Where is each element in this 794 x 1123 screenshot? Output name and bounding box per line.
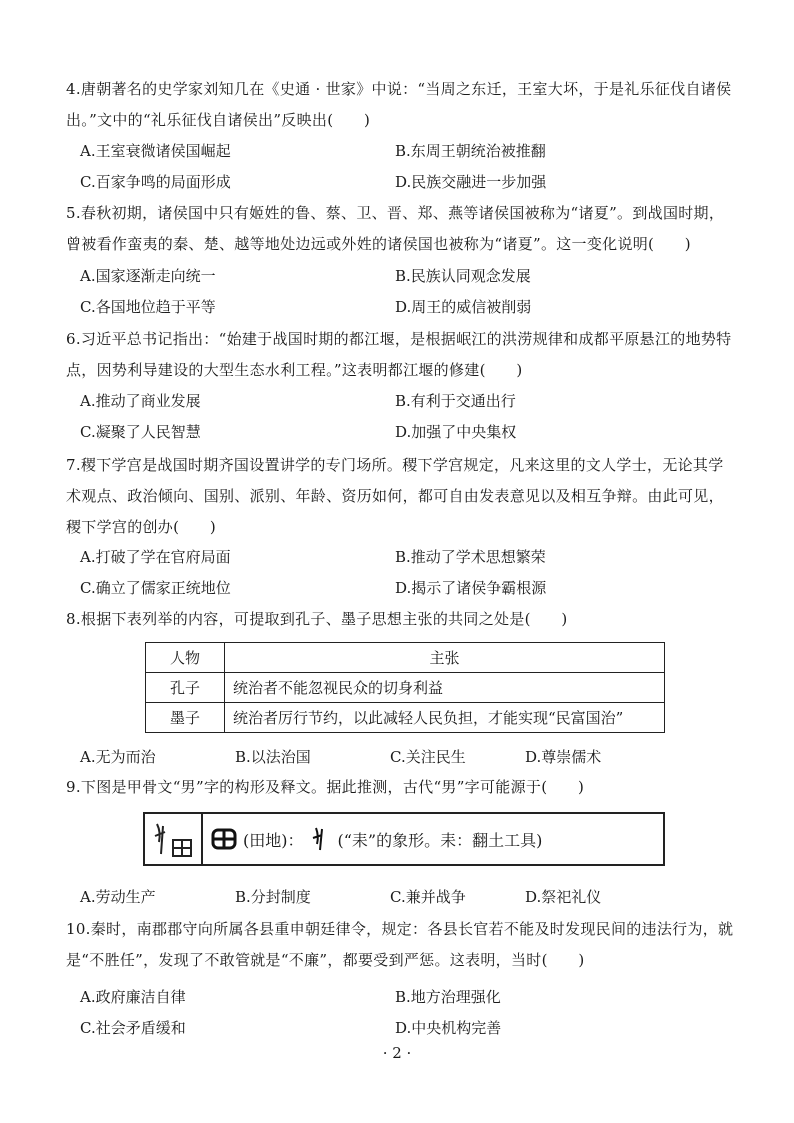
oracle-nan-glyph-icon: [151, 820, 197, 860]
question-4-options-row1: [80, 140, 740, 166]
table-cell-person: 墨子: [146, 703, 225, 733]
question-8-option-a[interactable]: A.无为而治: [80, 748, 156, 766]
table-cell-person: 孔子: [146, 673, 225, 703]
question-6-stem: 6.习近平总书记指出：“始建于战国时期的都江堰，是根据岷江的洪涝规律和成都平原悬江的地势特点，因势利导建设的大型生态水利工程。”这表明都江堰的修建( ): [66, 330, 732, 379]
question-4-options-row2: [80, 171, 740, 197]
question-6-option-a[interactable]: A.推动了商业发展: [80, 392, 201, 410]
question-4-option-a[interactable]: A.王室衰微诸侯国崛起: [80, 142, 231, 160]
page-number: · 2 ·: [382, 1044, 412, 1062]
question-6-option-c[interactable]: C.凝聚了人民智慧: [80, 423, 201, 441]
question-5-options-row1: [80, 265, 740, 291]
table-header-claim: 主张: [225, 643, 665, 673]
question-10-options-row1: [80, 986, 740, 1012]
question-5-option-a[interactable]: A.国家逐渐走向统一: [80, 267, 216, 285]
question-7-option-b[interactable]: B.推动了学术思想繁荣: [395, 548, 546, 566]
question-9-option-b[interactable]: B.分封制度: [235, 888, 311, 906]
table-header-row: [146, 643, 665, 673]
question-8-options-row: [80, 746, 740, 772]
question-4-option-b[interactable]: B.东周王朝统治被推翻: [395, 142, 546, 160]
question-7-option-c[interactable]: C.确立了儒家正统地位: [80, 579, 231, 597]
question-9-stem: 9.下图是甲骨文“男”字的构形及释文。据此推测，古代“男”字可能源于( ): [66, 778, 585, 796]
question-6-option-d[interactable]: D.加强了中央集权: [395, 423, 517, 441]
table-row: [146, 703, 665, 733]
question-10-option-b[interactable]: B.地方治理强化: [395, 988, 501, 1006]
question-8-table: [145, 642, 665, 733]
question-5-stem: 5.春秋初期，诸侯国中只有姬姓的鲁、蔡、卫、晋、郑、燕等诸侯国被称为“诸夏”。到战国时期，曾被看作蛮夷的秦、楚、越等地处边远或外姓的诸侯国也被称为“诸夏”。这一变化说明( ): [66, 204, 725, 253]
question-7-option-d[interactable]: D.揭示了诸侯争霸根源: [395, 579, 547, 597]
question-8-stem: 8.根据下表列举的内容，可提取到孔子、墨子思想主张的共同之处是( ): [66, 610, 568, 628]
question-5-options-row2: [80, 296, 740, 322]
figure-plow-text: (“耒”的象形。耒：翻土工具): [337, 830, 543, 850]
question-6-options-row1: [80, 390, 740, 416]
question-9-option-a[interactable]: A.劳动生产: [80, 888, 156, 906]
question-8-option-c[interactable]: C.关注民生: [390, 748, 466, 766]
table-cell-claim: 统治者厉行节约，以此减轻人民负担，才能实现“民富国治”: [225, 703, 665, 733]
question-8-option-b[interactable]: B.以法治国: [235, 748, 311, 766]
question-10-options-row2: [80, 1017, 740, 1043]
figure-field-text: (田地)：: [243, 830, 304, 850]
oracle-field-glyph-icon: [211, 828, 237, 850]
question-7-stem: 7.稷下学宫是战国时期齐国设置讲学的专门场所。稷下学宫规定，凡来这里的文人学士，无论其学术观点、政治倾向、国别、派别、年龄、资历如何，都可自由发表意见以及相互争辩。由此可见，稷下学宫的创办( ): [66, 456, 724, 536]
table-cell-claim: 统治者不能忽视民众的切身利益: [225, 673, 665, 703]
question-4-option-d[interactable]: D.民族交融进一步加强: [395, 173, 547, 191]
question-5-option-d[interactable]: D.周王的威信被削弱: [395, 298, 532, 316]
question-10-option-a[interactable]: A.政府廉洁自律: [80, 988, 186, 1006]
figure-explanation: [211, 826, 542, 852]
question-6-options-row2: [80, 421, 740, 447]
question-10-option-c[interactable]: C.社会矛盾缓和: [80, 1019, 186, 1037]
question-9-option-d[interactable]: D.祭祀礼仪: [525, 888, 602, 906]
table-row: [146, 673, 665, 703]
question-9-figure: [143, 812, 665, 866]
question-9-option-c[interactable]: C.兼并战争: [390, 888, 466, 906]
question-9-options-row: [80, 886, 740, 912]
question-7-options-row2: [80, 577, 740, 603]
question-8-option-d[interactable]: D.尊崇儒术: [525, 748, 602, 766]
question-5-option-c[interactable]: C.各国地位趋于平等: [80, 298, 216, 316]
question-10-option-d[interactable]: D.中央机构完善: [395, 1019, 502, 1037]
question-4-stem: 4.唐朝著名的史学家刘知几在《史通 · 世家》中说：“当周之东迁，王室大坏，于是礼乐征伐自诸侯出。”文中的“礼乐征伐自诸侯出”反映出( ): [66, 80, 732, 129]
question-5-option-b[interactable]: B.民族认同观念发展: [395, 267, 531, 285]
table-header-person: 人物: [146, 643, 225, 673]
question-7-option-a[interactable]: A.打破了学在官府局面: [80, 548, 231, 566]
question-4-option-c[interactable]: C.百家争鸣的局面形成: [80, 173, 231, 191]
oracle-plow-glyph-icon: [310, 826, 332, 852]
question-6-option-b[interactable]: B.有利于交通出行: [395, 392, 516, 410]
question-10-stem: 10.秦时，南郡郡守向所属各县重申朝廷律令，规定：各县长官若不能及时发现民间的违法行为，就是“不胜任”，发现了不敢管就是“不廉”，都要受到严惩。这表明，当时( ): [66, 920, 734, 969]
figure-divider: [201, 814, 203, 864]
question-7-options-row1: [80, 546, 740, 572]
